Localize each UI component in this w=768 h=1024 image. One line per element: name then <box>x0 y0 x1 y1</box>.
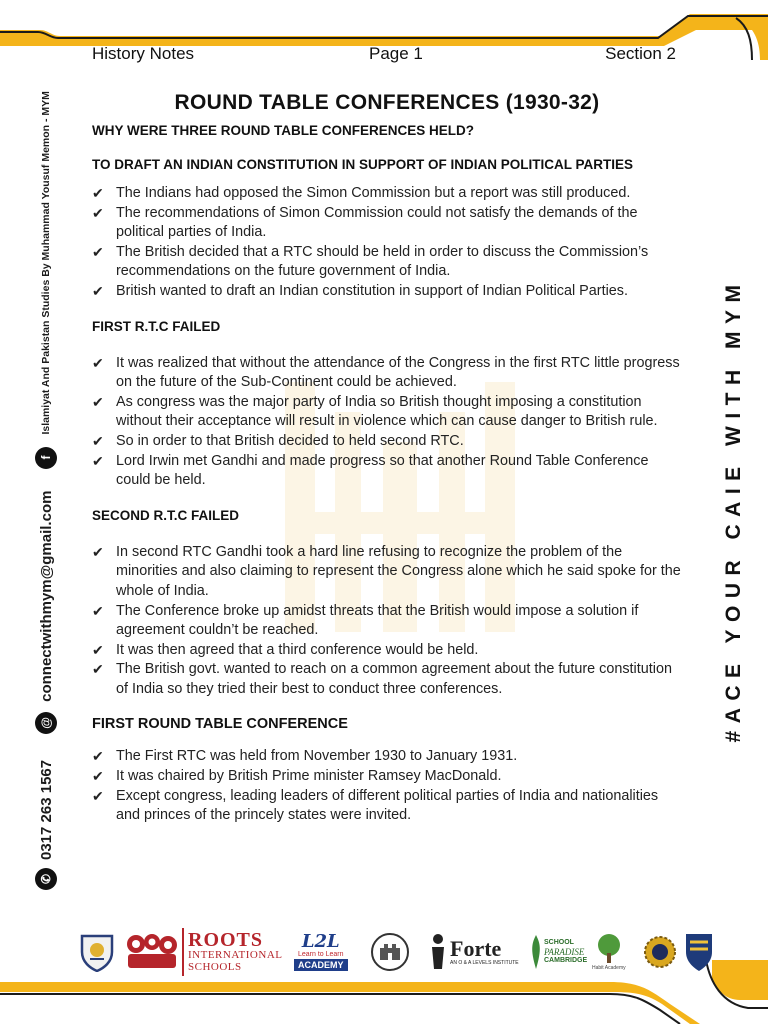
roots-international-logo: ROOTS INTERNATIONAL SCHOOLS <box>182 928 282 976</box>
section-heading: SECOND R.T.C FAILED <box>92 507 240 523</box>
list-item: ✔ British wanted to draft an Indian constitution in support of Indian Political Parties. <box>92 282 682 302</box>
page-title: ROUND TABLE CONFERENCES (1930-32) <box>174 91 600 114</box>
contact-phone: 0317 263 1567 <box>37 759 55 860</box>
subject-label: History Notes <box>92 44 195 63</box>
shield-crest-logo <box>684 928 714 976</box>
check-mark-icon: ✔ <box>92 282 104 299</box>
check-mark-icon: ✔ <box>92 543 104 560</box>
notes-content <box>92 86 682 826</box>
page-header <box>92 44 676 70</box>
sponsor-logo-strip <box>72 928 702 978</box>
check-mark-icon: ✔ <box>92 432 104 449</box>
check-mark-icon: ✔ <box>92 393 104 410</box>
facebook-icon: f <box>35 447 57 469</box>
school-paradise-cambridge-logo: SCHOOL PARADISE CAMBRIDGE <box>528 928 587 976</box>
tagline: #ACE YOUR CAIE WITH MYM <box>722 277 745 743</box>
email-icon: @ <box>35 712 57 734</box>
list-item: ✔ The Conference broke up amidst threats that the British would impose a solution if agreement couldn’t be reached. <box>92 602 639 639</box>
list-item: ✔ As congress was the major party of India so British thought imposing a constitution without their acceptance will result in violence which can cause danger to British rule. <box>92 393 658 430</box>
list-item: ✔ In second RTC Gandhi took a hard line refusing to recognize the problem of the minorities and also claiming to represent the Congress alone which he said spoke for the whole of India. <box>92 543 681 599</box>
check-mark-icon: ✔ <box>92 787 104 804</box>
check-mark-icon: ✔ <box>92 354 104 371</box>
contact-email: connectwithmym@gmail.com <box>37 490 55 702</box>
check-mark-icon: ✔ <box>92 661 104 678</box>
page-number: Page 1 <box>369 44 423 63</box>
list-item: ✔ So in order to that British decided to held second RTC. <box>92 432 682 452</box>
section-heading: FIRST R.T.C FAILED <box>92 318 221 334</box>
list-item: ✔ The recommendations of Simon Commission could not satisfy the demands of the political parties of India. <box>92 204 638 241</box>
list-item: ✔ The British decided that a RTC should be held in order to discuss the Commission’s recommendations on the future government of India. <box>92 243 649 280</box>
list-item: ✔ Lord Irwin met Gandhi and made progress so that another Round Table Conference could be held. <box>92 452 649 489</box>
check-mark-icon: ✔ <box>92 243 104 260</box>
school-crest-logo <box>80 928 114 976</box>
section-heading: FIRST ROUND TABLE CONFERENCE <box>92 716 348 733</box>
check-mark-icon: ✔ <box>92 641 104 658</box>
check-mark-icon: ✔ <box>92 748 104 765</box>
list-item: ✔ The Indians had opposed the Simon Commission but a report was still produced. <box>92 184 682 204</box>
main-question: WHY WERE THREE ROUND TABLE CONFERENCES HELD? <box>92 123 475 138</box>
gear-emblem-logo <box>642 928 678 976</box>
bullet-list <box>92 184 682 302</box>
section-label: Section 2 <box>605 44 676 63</box>
right-tagline-strip <box>717 277 751 743</box>
list-item: ✔ The First RTC was held from November 1930 to January 1931. <box>92 747 682 767</box>
whatsapp-icon: ✆ <box>35 868 57 890</box>
check-mark-icon: ✔ <box>92 768 104 785</box>
list-item: ✔ It was chaired by British Prime minister Ramsey MacDonald. <box>92 767 682 787</box>
section-heading: TO DRAFT AN INDIAN CONSTITUTION IN SUPPORT OF INDIAN POLITICAL PARTIES <box>92 157 634 172</box>
castle-crest-logo <box>370 928 410 976</box>
habit-academy-logo: Habit Academy <box>592 928 626 976</box>
forte-institute-logo: Forte AN O & A LEVELS INSTITUTE <box>428 928 519 976</box>
author-credit: Islamiyat And Pakistan Studies By Muhammad Yousuf Memon - MYM <box>40 91 52 435</box>
check-mark-icon: ✔ <box>92 185 104 201</box>
check-mark-icon: ✔ <box>92 452 104 469</box>
bullet-list <box>92 747 682 825</box>
check-mark-icon: ✔ <box>92 602 104 619</box>
left-contact-strip <box>30 90 62 890</box>
roots-emblem-logo <box>124 928 180 976</box>
check-mark-icon: ✔ <box>92 204 104 221</box>
list-item: ✔ It was then agreed that a third conference would be held. <box>92 641 682 661</box>
list-item: ✔ The British govt. wanted to reach on a common agreement about the future constitution of India so they tried their best to conduct three conferences. <box>92 661 672 697</box>
l2l-academy-logo: L2L Learn to Learn ACADEMY <box>294 928 348 976</box>
list-item: ✔ It was realized that without the attendance of the Congress in the first RTC little progress on the future of the Sub-Continent could be achieved. <box>92 354 680 391</box>
bullet-list <box>92 543 682 700</box>
list-item: ✔ Except congress, leading leaders of different political parties of India and nationalities and princes of the princely states were invited. <box>92 787 659 824</box>
bullet-list <box>92 354 682 491</box>
